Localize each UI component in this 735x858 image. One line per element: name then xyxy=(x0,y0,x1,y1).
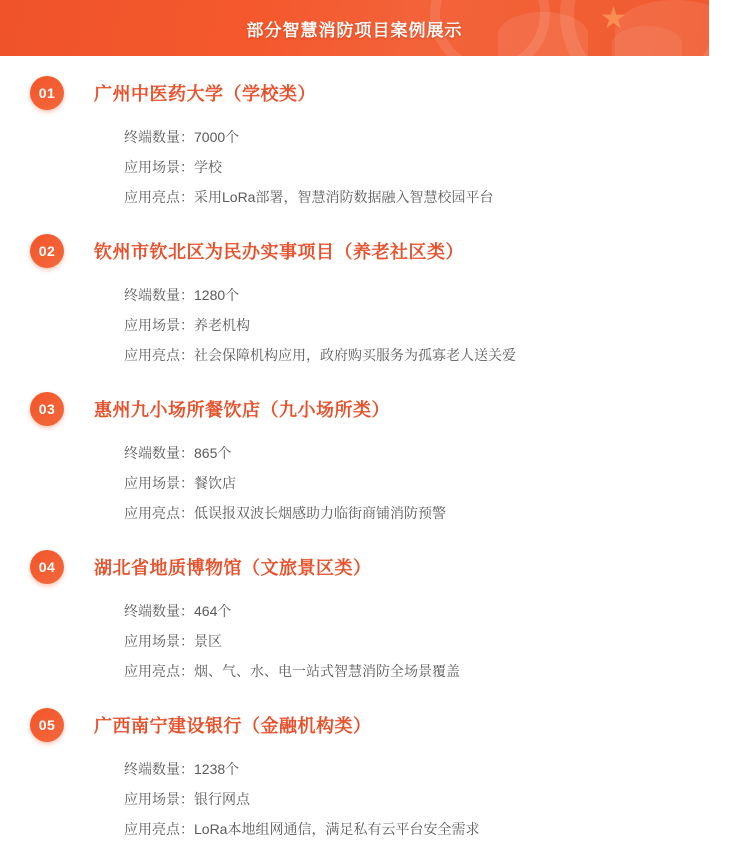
case-title: 湖北省地质博物馆（文旅景区类） xyxy=(94,558,372,578)
scene-label: 应用场景： xyxy=(124,317,194,333)
scene-label: 应用场景： xyxy=(124,159,194,175)
highlight-value: 采用LoRa部署，智慧消防数据融入智慧校园平台 xyxy=(194,189,494,205)
case-item xyxy=(0,70,709,226)
case-item xyxy=(0,386,709,542)
terminal-count-label: 终端数量： xyxy=(124,129,194,145)
case-details xyxy=(124,122,687,226)
case-scene-row xyxy=(124,310,687,340)
case-title: 广西南宁建设银行（金融机构类） xyxy=(94,716,372,736)
highlight-value: 低误报双波长烟感助力临街商铺消防预警 xyxy=(194,505,446,521)
case-index-badge: 05 xyxy=(30,708,64,742)
case-details xyxy=(124,754,687,858)
terminal-count-label: 终端数量： xyxy=(124,603,194,619)
case-header xyxy=(30,702,687,748)
case-list xyxy=(0,56,709,858)
case-title: 广州中医药大学（学校类） xyxy=(94,84,316,104)
case-scene-row xyxy=(124,152,687,182)
highlight-label: 应用亮点： xyxy=(124,821,194,837)
highlight-label: 应用亮点： xyxy=(124,663,194,679)
terminal-count-label: 终端数量： xyxy=(124,761,194,777)
case-scene-row xyxy=(124,626,687,656)
case-index-badge: 01 xyxy=(30,76,64,110)
case-item xyxy=(0,228,709,384)
case-scene-row xyxy=(124,468,687,498)
scene-value: 学校 xyxy=(194,159,222,175)
case-item xyxy=(0,702,709,858)
terminal-count-value: 1238个 xyxy=(194,761,240,777)
case-highlight-row xyxy=(124,498,687,528)
case-details xyxy=(124,596,687,700)
case-terminal-count-row xyxy=(124,596,687,626)
case-header xyxy=(30,544,687,590)
highlight-label: 应用亮点： xyxy=(124,189,194,205)
highlight-label: 应用亮点： xyxy=(124,505,194,521)
case-details xyxy=(124,438,687,542)
scene-value: 景区 xyxy=(194,633,222,649)
case-terminal-count-row xyxy=(124,754,687,784)
case-index-badge: 03 xyxy=(30,392,64,426)
scene-label: 应用场景： xyxy=(124,791,194,807)
scene-label: 应用场景： xyxy=(124,633,194,649)
terminal-count-value: 7000个 xyxy=(194,129,240,145)
highlight-value: 烟、气、水、电一站式智慧消防全场景覆盖 xyxy=(194,663,460,679)
case-highlight-row xyxy=(124,814,687,844)
case-title: 钦州市钦北区为民办实事项目（养老社区类） xyxy=(94,242,464,262)
case-terminal-count-row xyxy=(124,438,687,468)
scene-value: 养老机构 xyxy=(194,317,250,333)
terminal-count-label: 终端数量： xyxy=(124,445,194,461)
case-header xyxy=(30,70,687,116)
page-title: 部分智慧消防项目案例展示 xyxy=(246,20,463,40)
case-header xyxy=(30,386,687,432)
highlight-label: 应用亮点： xyxy=(124,347,194,363)
case-terminal-count-row xyxy=(124,122,687,152)
case-highlight-row xyxy=(124,340,687,370)
terminal-count-label: 终端数量： xyxy=(124,287,194,303)
case-details xyxy=(124,280,687,384)
scene-label: 应用场景： xyxy=(124,475,194,491)
case-terminal-count-row xyxy=(124,280,687,310)
case-highlight-row xyxy=(124,182,687,212)
case-scene-row xyxy=(124,784,687,814)
case-index-badge: 04 xyxy=(30,550,64,584)
scene-value: 餐饮店 xyxy=(194,475,236,491)
star-icon: ★ xyxy=(600,2,627,35)
case-item xyxy=(0,544,709,700)
terminal-count-value: 464个 xyxy=(194,603,232,619)
scene-value: 银行网点 xyxy=(194,791,250,807)
highlight-value: 社会保障机构应用，政府购买服务为孤寡老人送关爱 xyxy=(194,347,516,363)
terminal-count-value: 865个 xyxy=(194,445,232,461)
case-highlight-row xyxy=(124,656,687,686)
terminal-count-value: 1280个 xyxy=(194,287,240,303)
case-header xyxy=(30,228,687,274)
case-title: 惠州九小场所餐饮店（九小场所类） xyxy=(94,400,390,420)
highlight-value: LoRa本地组网通信，满足私有云平台安全需求 xyxy=(194,821,480,837)
case-index-badge: 02 xyxy=(30,234,64,268)
page-header-banner xyxy=(0,0,709,56)
